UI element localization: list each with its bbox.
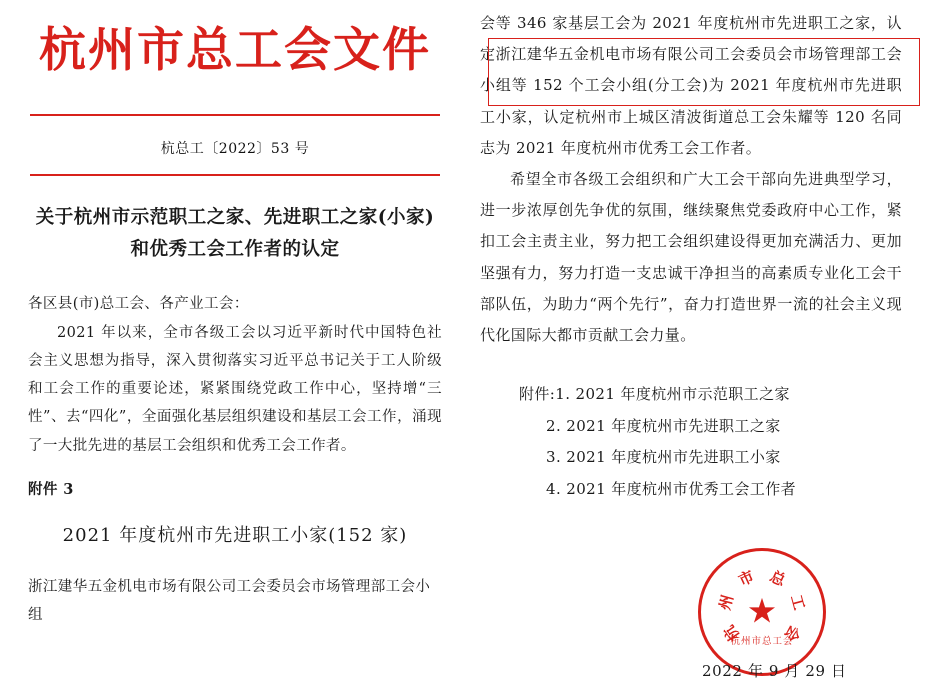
seal-ring-text: 杭 州 市 总 工 会 <box>715 567 809 645</box>
hope-paragraph: 希望全市各级工会组织和广大工会干部向先进典型学习，进一步浓厚创先争优的氛围，继续聚焦党委政府中心工作，紧扣工会主责主业，努力把工会组织建设得更加充满活力、更加坚强有力，努力打造一支忠诚干净担当的高素质专业化工会干部队伍，为助力“两个先行”，奋力打造世界一流的社会主义现代化国际大都市贡献工会力量。 <box>480 169 902 344</box>
star-icon: ★ <box>746 591 778 632</box>
attachment-list-item-3: 3. 2021 年度杭州市先进职工小家 <box>546 448 781 467</box>
masthead-divider <box>30 114 440 116</box>
attachment-list-item-1: 附件:1. 2021 年度杭州市示范职工之家 <box>519 385 790 404</box>
document-title <box>28 202 442 267</box>
official-seal <box>698 548 826 676</box>
document-title-line-2: 和优秀工会工作者的认定 <box>130 238 340 260</box>
document-number-divider <box>30 174 440 176</box>
attachment-label: 附件 3 <box>28 480 74 498</box>
attachment-list-item-4: 4. 2021 年度杭州市优秀工会工作者 <box>546 479 797 498</box>
left-column <box>0 0 470 690</box>
seal-ring <box>698 548 826 676</box>
right-column <box>470 0 942 690</box>
continued-paragraph: 会等 346 家基层工会为 2021 年度杭州市先进职工之家，认定浙江建华五金机电市场有限公司工会委员会市场管理部工会小组等 152 个工会小组(分工会)为 2021 年度杭州市先进职工小家，认定杭州市上城区清波街道总工会朱耀等 120 名同志为 2021 年度杭州市优秀工会工作者。 <box>480 14 902 157</box>
seal-inner-text: 杭州市总工会 <box>730 636 794 647</box>
body-paragraph-1: 2021 年以来，全市各级工会以习近平新时代中国特色社会主义思想为指导，深入贯彻落实习近平总书记关于工人阶级和工会工作的重要论述，紧紧围绕党政工作中心，坚持增“三性”、去“四化”，全面强化基层组织建设和基层工会工作，涌现了一大批先进的基层工会组织和优秀工会工作者。 <box>28 324 442 454</box>
attachment-list <box>480 379 902 505</box>
sign-date: 2022 年 9 月 29 日 <box>702 662 847 680</box>
document-title-line-1: 关于杭州市示范职工之家、先进职工之家(小家) <box>35 206 435 228</box>
document-number: 杭总工〔2022〕53 号 <box>160 141 310 158</box>
attachment-body: 浙江建华五金机电市场有限公司工会委员会市场管理部工会小组 <box>28 578 431 624</box>
attachment-list-item-2: 2. 2021 年度杭州市先进职工之家 <box>546 416 781 435</box>
salutation: 各区县(市)总工会、各产业工会： <box>28 296 249 313</box>
attachment-title: 2021 年度杭州市先进职工小家(152 家) <box>62 524 408 546</box>
masthead-title: 杭州市总工会文件 <box>39 23 431 78</box>
